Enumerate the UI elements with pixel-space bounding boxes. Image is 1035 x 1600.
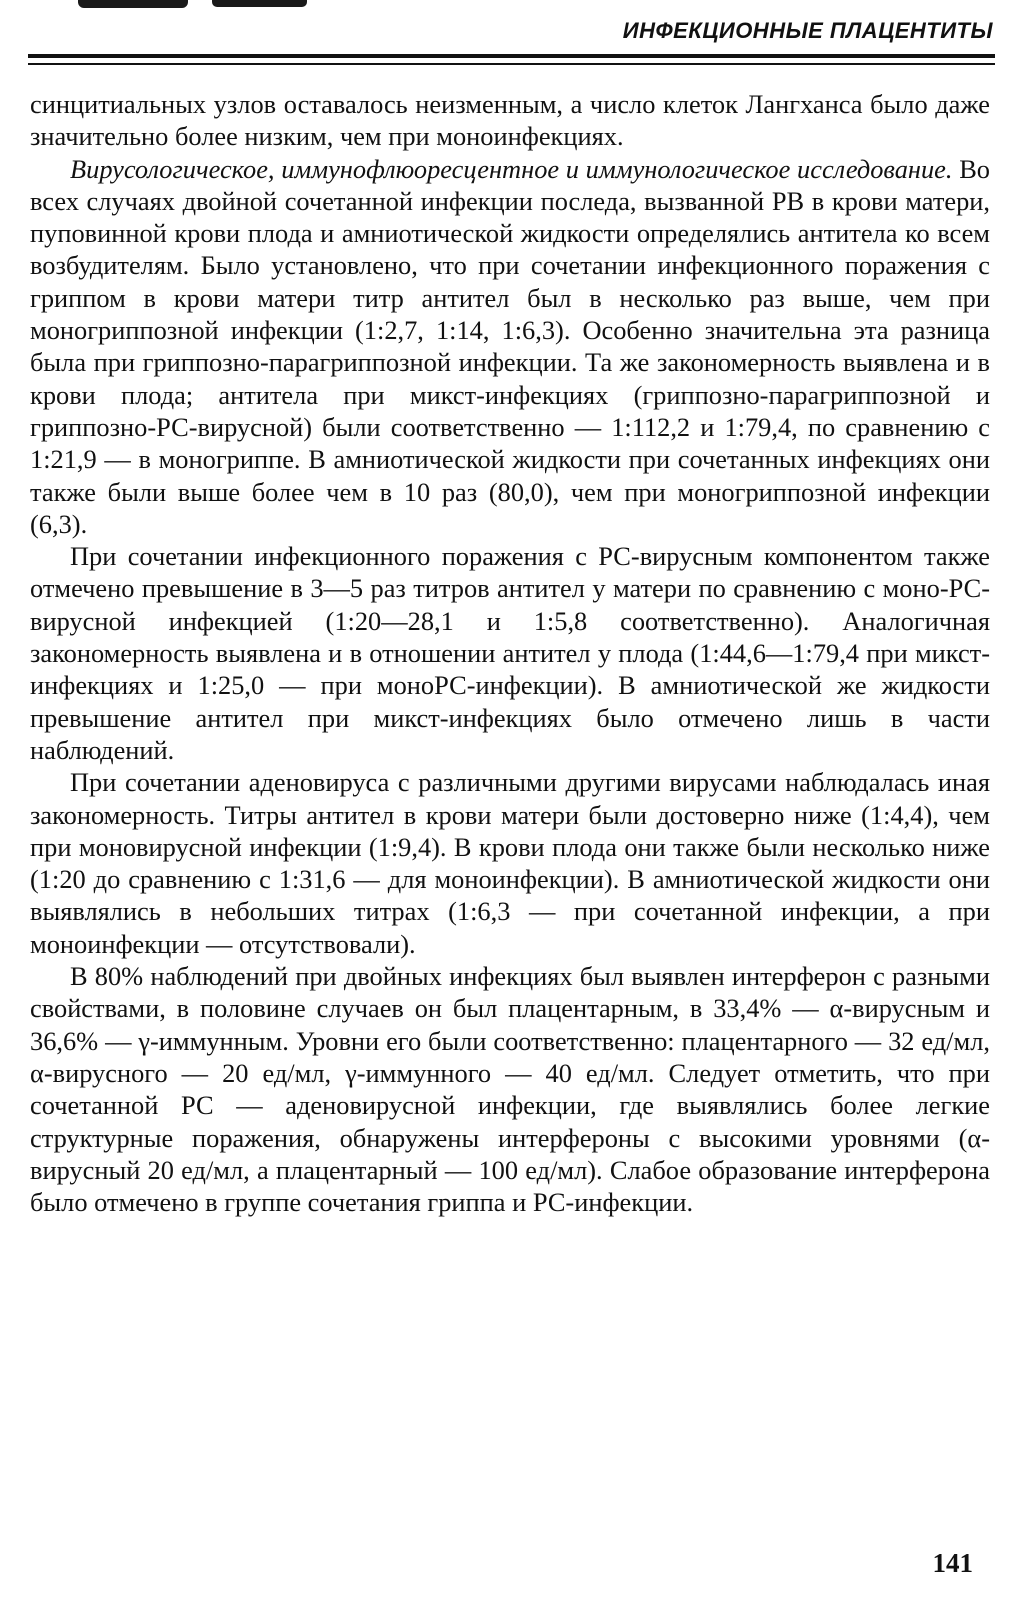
header-rule-thick — [28, 54, 995, 58]
paragraph — [30, 960, 990, 1218]
paragraph-text: При сочетании инфекционного поражения с РС-вирусным компонентом также отмечено превышение в 3—5 раз титров антител у матери по сравнению с моно-РС-вирусной инфекцией (1:20—28,1 и 1:5,8 соответственно). Аналогичная закономерность выявлена и в отношении антител у плода (1:44,6—1:79,4 при микст-инфекциях и 1:25,0 — при моноРС-инфекции). В амниотической же жидкости превышение антител при микст-инфекциях было отмечено лишь в части наблюдений. — [30, 541, 990, 765]
section-lead-italic: Вирусологическое, иммунофлюоресцентное и иммунологическое исследование. — [70, 153, 953, 184]
paragraph-text: Во всех случаях двойной сочетанной инфекции последа, вызванной РВ в крови матери, пуповинной крови плода и амниотической жидкости определялись антитела ко всем возбудителям. Было установлено, что при сочетании инфекционного поражения с гриппом в крови матери титр антител был в несколько раз выше, чем при моногриппозной инфекции (1:2,7, 1:14, 1:6,3). Особенно значительна эта разница была при гриппозно-парагриппозной инфекции. Та же закономерность выявлена и в крови плода; антитела при микст-инфекциях (гриппозно-парагриппозной и гриппозно-РС-вирусной) были соответственно — 1:112,2 и 1:79,4, по сравнению с 1:21,9 — в моногриппе. В амниотической жидкости при сочетанных инфекциях они также были выше более чем в 10 раз (80,0), чем при моногриппозной инфекции (6,3). — [30, 153, 990, 539]
paragraph — [30, 540, 990, 766]
paragraph-text: При сочетании аденовируса с различными другими вирусами наблюдалась иная закономерность. Титры антител в крови матери были достоверно ниже (1:4,4), чем при моновирусной инфекции (1:9,4). В крови плода они также были несколько ниже (1:20 до сравнению с 1:31,6 — для моноинфекции). В амниотической жидкости они выявлялись в небольших титрах (1:6,3 — при сочетанной инфекции, а при моноинфекции — отсутствовали). — [30, 767, 990, 959]
header-rule-thin — [28, 63, 995, 65]
page-number: 141 — [932, 1548, 973, 1578]
scan-mark — [212, 0, 307, 7]
scan-mark — [78, 0, 188, 8]
running-header: ИНФЕКЦИОННЫЕ ПЛАЦЕНТИТЫ — [622, 18, 993, 43]
page-body — [30, 88, 990, 1218]
paragraph-text: синцитиальных узлов оставалось неизменным, а число клеток Лангханса было даже значительно более низким, чем при моноинфекциях. — [30, 89, 990, 152]
paragraph — [30, 153, 990, 541]
paragraph-text: В 80% наблюдений при двойных инфекциях был выявлен интерферон с разными свойствами, в половине случаев он был плацентарным, в 33,4% — α-вирусным и 36,6% — γ-иммунным. Уровни его были соответственно: плацентарного — 32 ед/мл, α-вирусного — 20 ед/мл, γ-иммунного — 40 ед/мл. Следует отметить, что при сочетанной РС — аденовирусной инфекции, где выявлялись более легкие структурные поражения, обнаружены интерфероны с высокими уровнями (α-вирусный 20 ед/мл, а плацентарный — 100 ед/мл). Слабое образование интерферона было отмечено в группе сочетания гриппа и РС-инфекции. — [30, 961, 990, 1218]
paragraph — [30, 766, 990, 960]
scan-edge-marks — [0, 0, 1035, 12]
paragraph — [30, 88, 990, 153]
